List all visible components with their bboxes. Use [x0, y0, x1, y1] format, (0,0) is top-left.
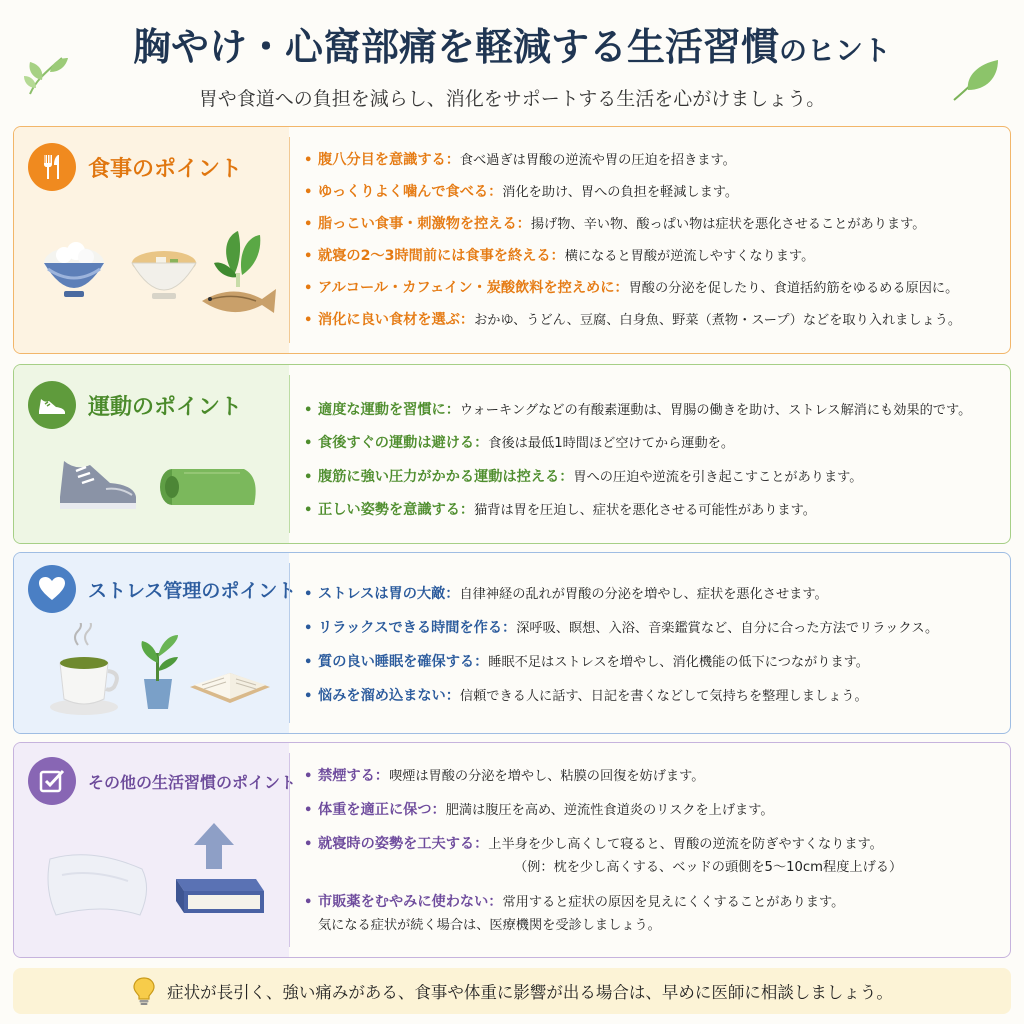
other-item: • 禁煙する：喫煙は胃酸の分泌を増やし、粘膜の回復を妨げます。 [304, 768, 705, 784]
other-item: • 就寝時の姿勢を工夫する：上半身を少し高くして寝ると、胃酸の逆流を防ぎやすくなります。 （例：枕を少し高くする、ベッドの頭側を5〜10cm程度上げる） [304, 836, 903, 875]
food-item: • 消化に良い食材を選ぶ：おかゆ、うどん、豆腐、白身魚、野菜（煮物・スープ）などを取り入れましょう。 [304, 312, 962, 328]
food-item: • ゆっくりよく噛んで食べる：消化を助け、胃への負担を軽減します。 [304, 184, 739, 200]
food-item: • アルコール・カフェイン・炭酸飲料を控えめに：胃酸の分泌を促したり、食道括約筋をゆるめる原因に。 [304, 280, 959, 296]
exercise-illustration [54, 447, 274, 517]
stress-illustration [48, 623, 278, 723]
section-food-title: 食事のポイント [88, 156, 243, 182]
food-item: • 就寝の2〜3時間前には食事を終える：横になると胃酸が逆流しやすくなります。 [304, 248, 815, 264]
section-exercise-title: 運動のポイント [88, 394, 243, 420]
section-food-panel [14, 127, 289, 353]
food-item: • 腹八分目を意識する：食べ過ぎは胃酸の逆流や胃の圧迫を招きます。 [304, 152, 736, 168]
stress-item: • ストレスは胃の大敵：自律神経の乱れが胃酸の分泌を増やし、症状を悪化させます。 [304, 586, 828, 602]
food-illustration [42, 217, 282, 317]
section-stress-title: ストレス管理のポイント [88, 579, 297, 602]
section-stress [13, 552, 1011, 734]
other-item: • 体重を適正に保つ：肥満は腹圧を高め、逆流性食道炎のリスクを上げます。 [304, 802, 774, 818]
section-food [13, 126, 1011, 354]
section-stress-panel [14, 553, 297, 733]
stress-item: • 質の良い睡眠を確保する：睡眠不足はストレスを増やし、消化機能の低下につながります。 [304, 654, 869, 670]
section-other [13, 742, 1011, 958]
exercise-item: • 食後すぐの運動は避ける：食後は最低1時間ほど空けてから運動を。 [304, 435, 735, 451]
fork-knife-icon [28, 143, 76, 191]
page-header [0, 0, 1024, 118]
shoe-icon [28, 381, 76, 429]
stress-item: • リラックスできる時間を作る：深呼吸、瞑想、入浴、音楽鑑賞など、自分に合った方法でリラックス。 [304, 620, 939, 636]
checkbox-icon [28, 757, 76, 805]
page-subtitle: 胃や食道への負担を減らし、消化をサポートする生活を心がけましょう。 [198, 88, 826, 110]
section-other-title: その他の生活習慣のポイント [88, 772, 297, 792]
other-illustration [42, 819, 282, 939]
exercise-item: • 適度な運動を習慣に：ウォーキングなどの有酸素運動は、胃腸の働きを助け、ストレス解消にも効果的です。 [304, 402, 972, 418]
food-item: • 脂っこい食事・刺激物を控える：揚げ物、辛い物、酸っぱい物は症状を悪化させることがあります。 [304, 216, 926, 232]
page-title: 胸やけ・心窩部痛を軽減する生活習慣のヒント [132, 25, 892, 69]
exercise-item: • 正しい姿勢を意識する：猫背は胃を圧迫し、症状を悪化させる可能性があります。 [304, 502, 816, 518]
section-exercise [13, 364, 1011, 544]
footer-note [13, 968, 1011, 1014]
other-item: • 市販薬をむやみに使わない：常用すると症状の原因を見えにくくすることがあります。 気になる症状が続く場合は、医療機関を受診しましょう。 [304, 894, 845, 933]
heart-icon [28, 565, 76, 613]
stress-item: • 悩みを溜め込まない：信頼できる人に話す、日記を書くなどして気持ちを整理しましょう。 [304, 688, 868, 704]
lightbulb-icon [131, 976, 157, 1006]
section-other-panel [14, 743, 297, 957]
section-exercise-panel [14, 365, 289, 543]
exercise-item: • 腹筋に強い圧力がかかる運動は控える：胃への圧迫や逆流を引き起こすことがあります。 [304, 469, 863, 485]
footer-text: 症状が長引く、強い痛みがある、食事や体重に影響が出る場合は、早めに医師に相談しましょう。 [167, 983, 893, 1002]
